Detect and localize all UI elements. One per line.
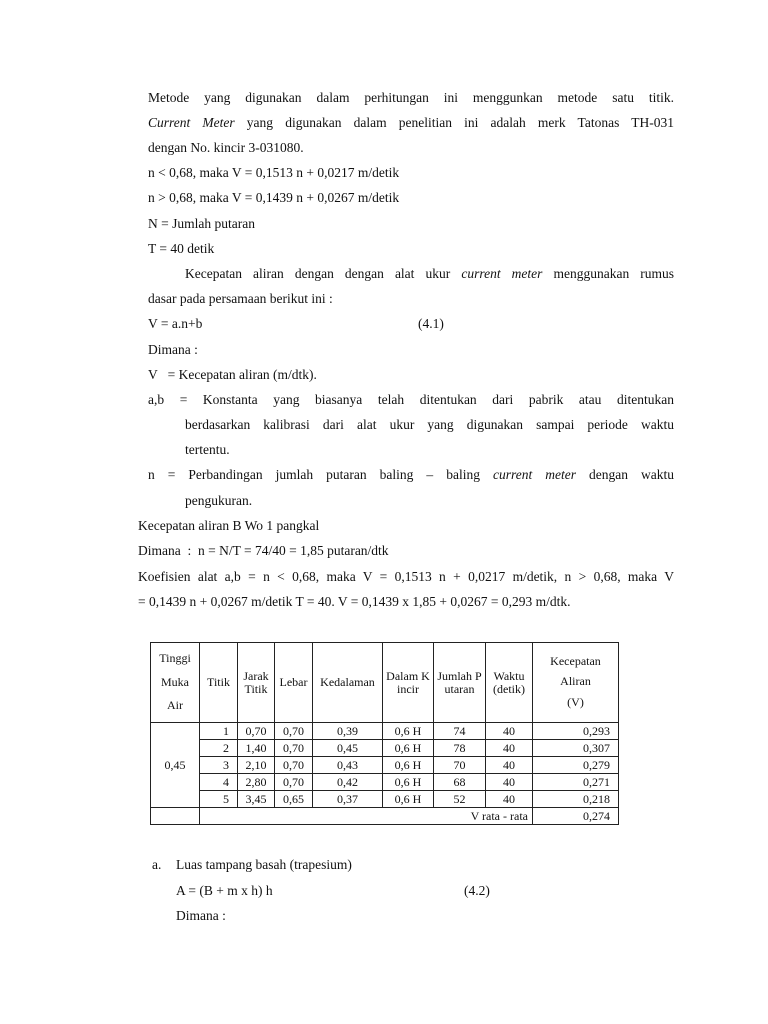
header-tinggi: Tinggi: [159, 651, 191, 665]
header-aliran: Aliran: [560, 674, 591, 688]
equation-number-4-1: (4.1): [418, 316, 444, 331]
table-row: [151, 791, 619, 808]
cell-lebar: 0,70: [275, 723, 313, 740]
para1-line2-rest: yang digunakan dalam penelitian ini adalah merk Tatonas TH-031: [234, 115, 675, 130]
cell-jumlah: 68: [434, 774, 486, 791]
cell-titik: 2: [200, 740, 238, 757]
para2-line1-a: Kecepatan aliran dengan dengan alat ukur: [185, 266, 462, 281]
para2-line1: [185, 266, 674, 282]
def-ab-line1: a,b = Konstanta yang biasanya telah ditentukan dari pabrik atau ditentukan: [148, 392, 674, 407]
cell-kedalaman: 0,43: [313, 757, 383, 774]
cell-jumlah: 52: [434, 791, 486, 808]
cell-kedalaman: 0,45: [313, 740, 383, 757]
cell-kecepatan: 0,279: [533, 757, 619, 774]
cell-kedalaman: 0,39: [313, 723, 383, 740]
section-a-label: a.: [152, 857, 162, 872]
header-lebar: Lebar: [275, 643, 313, 723]
header-waktu: Waktu (detik): [486, 643, 533, 723]
table-row: [151, 740, 619, 757]
header-kecepatan: Kecepatan: [550, 654, 601, 668]
cell-jumlah: 78: [434, 740, 486, 757]
cell-waktu: 40: [486, 791, 533, 808]
calc-title: Kecepatan aliran B Wo 1 pangkal: [138, 518, 320, 533]
section-a-title: Luas tampang basah (trapesium): [176, 857, 352, 872]
cell-lebar: 0,65: [275, 791, 313, 808]
table-row: [151, 774, 619, 791]
header-kecepatan-aliran: [533, 643, 619, 723]
def-n-line2: pengukuran.: [185, 493, 253, 508]
def-n-b: dengan waktu: [575, 467, 674, 482]
table-row: [151, 723, 619, 740]
cell-titik: 5: [200, 791, 238, 808]
cell-jarak: 2,80: [238, 774, 275, 791]
para1-line3: dengan No. kincir 3-031080.: [148, 140, 304, 155]
header-tinggi-muka-air: [151, 643, 200, 723]
para2-line1-b: menggunakan rumus: [542, 266, 675, 281]
cell-waktu: 40: [486, 723, 533, 740]
header-muka: Muka: [161, 675, 189, 689]
cell-kedalaman: 0,42: [313, 774, 383, 791]
header-v-unit: (V): [567, 695, 584, 709]
calc-koef-line1: Koefisien alat a,b = n < 0,68, maka V = 0,1513 n + 0,0217 m/detik, n > 0,68, maka V: [138, 569, 674, 584]
cell-dalam: 0,6 H: [383, 774, 434, 791]
current-meter-table: [150, 642, 619, 825]
table-footer-row: [151, 808, 619, 825]
para1-line1: Metode yang digunakan dalam perhitungan ini menggunkan metode satu titik.: [148, 90, 674, 105]
footer-label: V rata - rata: [200, 808, 533, 825]
current-meter-italic-3: current meter: [492, 467, 576, 482]
cell-dalam: 0,6 H: [383, 791, 434, 808]
dimana-label: Dimana :: [148, 342, 198, 357]
current-meter-italic: Current Meter: [148, 115, 235, 130]
cell-titik: 1: [200, 723, 238, 740]
equation-number-4-2: (4.2): [464, 883, 490, 898]
cell-jarak: 0,70: [238, 723, 275, 740]
cell-kedalaman: 0,37: [313, 791, 383, 808]
formula-T: T = 40 detik: [148, 241, 215, 256]
cell-dalam: 0,6 H: [383, 757, 434, 774]
para2-line2: dasar pada persamaan berikut ini :: [148, 291, 333, 306]
equation-4-2: A = (B + m x h) h: [176, 883, 273, 898]
cell-jarak: 3,45: [238, 791, 275, 808]
calc-dimana: Dimana : n = N/T = 74/40 = 1,85 putaran/dtk: [138, 543, 389, 558]
header-jumlah-putaran: Jumlah Putaran: [434, 643, 486, 723]
def-ab-line2: berdasarkan kalibrasi dari alat ukur yang digunakan sampai periode waktu: [185, 417, 674, 432]
cell-lebar: 0,70: [275, 740, 313, 757]
current-meter-italic-2: current meter: [461, 266, 543, 281]
header-kedalaman: Kedalaman: [313, 643, 383, 723]
cell-waktu: 40: [486, 757, 533, 774]
footer-empty-cell: [151, 808, 200, 825]
cell-kecepatan: 0,307: [533, 740, 619, 757]
cell-jarak: 1,40: [238, 740, 275, 757]
table-row: [151, 757, 619, 774]
def-v: V = Kecepatan aliran (m/dtk).: [148, 367, 317, 382]
tinggi-muka-air-value: 0,45: [151, 723, 200, 808]
header-titik: Titik: [200, 643, 238, 723]
cell-waktu: 40: [486, 740, 533, 757]
cell-kecepatan: 0,271: [533, 774, 619, 791]
def-n-line1: [148, 467, 674, 483]
header-air: Air: [167, 698, 183, 712]
section-a-dimana: Dimana :: [176, 908, 226, 923]
cell-dalam: 0,6 H: [383, 740, 434, 757]
calc-koef-line2: = 0,1439 n + 0,0267 m/detik T = 40. V = 0,1439 x 1,85 + 0,0267 = 0,293 m/dtk.: [138, 594, 571, 609]
formula-N: N = Jumlah putaran: [148, 216, 255, 231]
cell-jarak: 2,10: [238, 757, 275, 774]
cell-lebar: 0,70: [275, 774, 313, 791]
formula-n-less: n < 0,68, maka V = 0,1513 n + 0,0217 m/detik: [148, 165, 400, 180]
formula-n-greater: n > 0,68, maka V = 0,1439 n + 0,0267 m/detik: [148, 190, 400, 205]
cell-dalam: 0,6 H: [383, 723, 434, 740]
def-ab-line3: tertentu.: [185, 442, 230, 457]
header-jarak-titik: Jarak Titik: [238, 643, 275, 723]
cell-lebar: 0,70: [275, 757, 313, 774]
header-dalam-kincir: Dalam Kincir: [383, 643, 434, 723]
cell-titik: 3: [200, 757, 238, 774]
cell-kecepatan: 0,218: [533, 791, 619, 808]
cell-jumlah: 70: [434, 757, 486, 774]
equation-4-1: V = a.n+b: [148, 316, 203, 331]
para1-line2: [148, 115, 674, 131]
cell-waktu: 40: [486, 774, 533, 791]
def-n-a: n = Perbandingan jumlah putaran baling – baling: [148, 467, 493, 482]
cell-titik: 4: [200, 774, 238, 791]
footer-value: 0,274: [533, 808, 619, 825]
cell-jumlah: 74: [434, 723, 486, 740]
cell-kecepatan: 0,293: [533, 723, 619, 740]
